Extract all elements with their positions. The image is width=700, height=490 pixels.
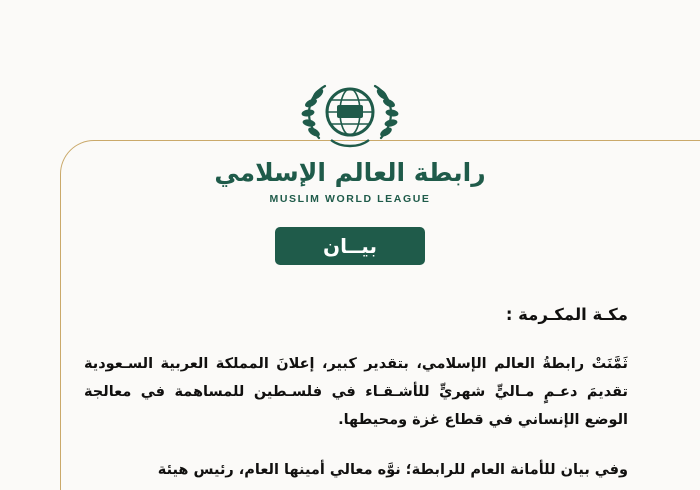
salutation: مكـة المكـرمة : <box>505 305 628 324</box>
paragraph-2: وفي بيان للأمانة العام للرابطة؛ نوَّه معالي أمينها العام، رئيس هيئة <box>157 462 628 478</box>
organization-name-english: MUSLIM WORLD LEAGUE <box>269 193 431 205</box>
muslim-world-league-emblem-icon <box>285 0 415 154</box>
statement-badge-label: بيــان <box>323 234 377 258</box>
paragraph-1: ثَمَّنَتْ رابطةُ العالم الإسلامي، بتقدير كبير، إعلانَ المملكة العربية السـعودية تقديمَ دعـمٍ مـاليٍّ شهريٍّ للأشـقـاء في فلسـطين للمساهمة في معالجة الوضع الإنساني في قطاع غزة ومحيطها. <box>84 356 628 428</box>
document-body <box>84 305 628 490</box>
organization-name-arabic: رابطة العالم الإسلامي <box>214 158 486 187</box>
statement-badge <box>275 227 425 265</box>
